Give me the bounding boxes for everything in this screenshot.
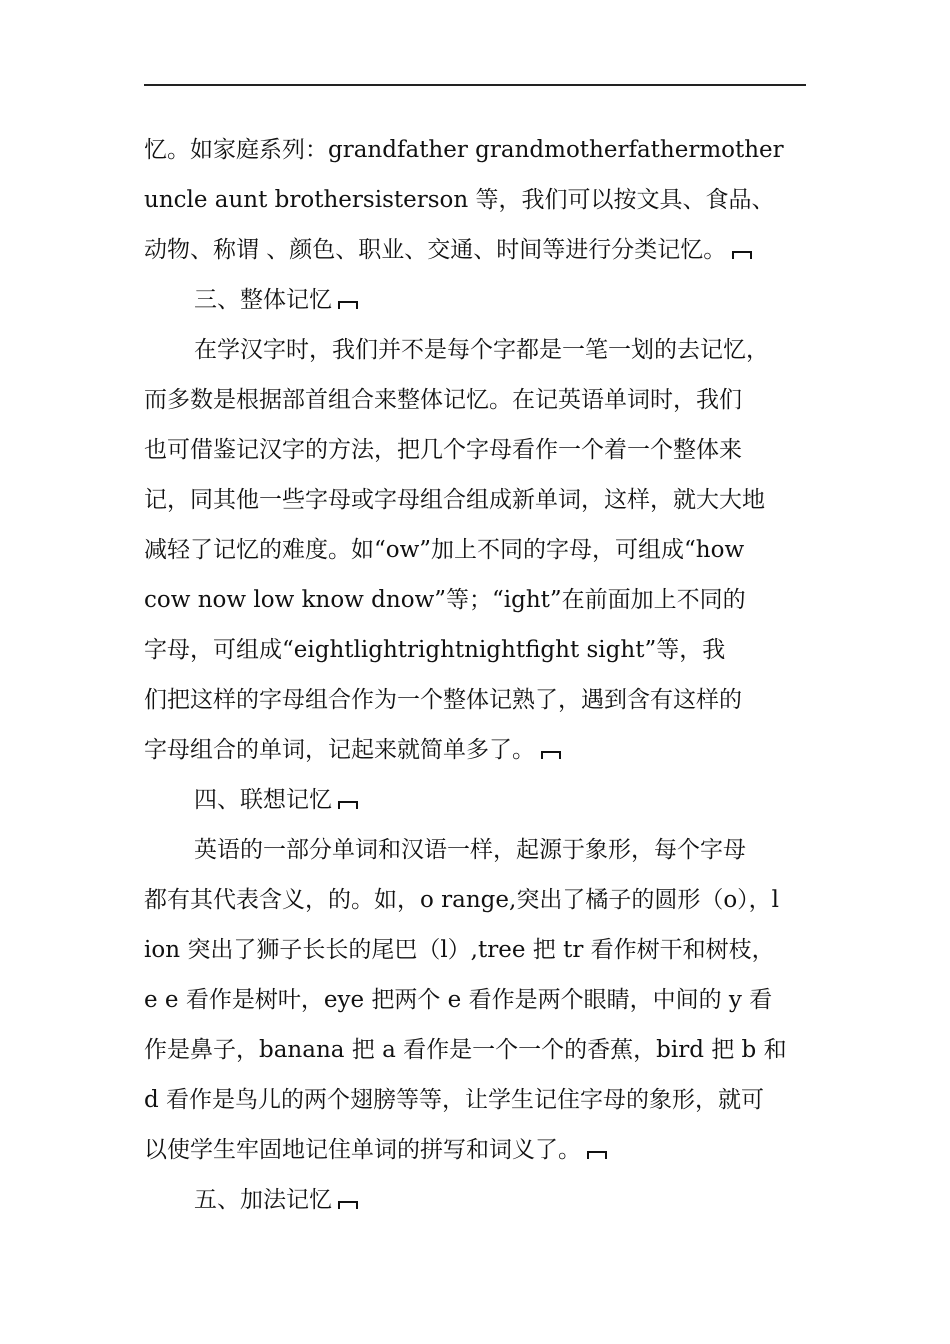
text-line — [144, 825, 808, 875]
text-line — [144, 775, 808, 825]
text-line — [144, 725, 808, 775]
line-text: 们把这样的字母组合作为一个整体记熟了，遇到含有这样的 — [144, 687, 742, 713]
line-text: 四、联想记忆 — [194, 787, 332, 813]
paragraph-end-mark-icon — [336, 299, 358, 309]
line-text: 都有其代表含义，的。如，o range,突出了橘子的圆形（o），l — [144, 887, 780, 913]
line-text: 动物、称谓 、颜色、职业、交通、时间等进行分类记忆。 — [144, 237, 727, 263]
text-line — [144, 325, 808, 375]
line-text: 字母组合的单词，记起来就简单多了。 — [144, 737, 535, 763]
text-line — [144, 375, 808, 425]
text-line — [144, 1025, 808, 1075]
line-text: d 看作是鸟儿的两个翅膀等等，让学生记住字母的象形，就可 — [144, 1087, 765, 1113]
text-line — [144, 275, 808, 325]
line-text: 作是鼻子，banana 把 a 看作是一个一个的香蕉，bird 把 b 和 — [144, 1037, 787, 1063]
line-text: 在学汉字时，我们并不是每个字都是一笔一划的去记忆， — [194, 337, 769, 363]
text-line — [144, 575, 808, 625]
paragraph-end-mark-icon — [336, 1199, 358, 1209]
paragraph-end-mark-icon — [585, 1149, 607, 1159]
line-text: 三、整体记忆 — [194, 287, 332, 313]
text-line — [144, 525, 808, 575]
text-line — [144, 425, 808, 475]
header-rule — [144, 84, 806, 86]
line-text: ion 突出了狮子长长的尾巴（l）,tree 把 tr 看作树干和树枝， — [144, 937, 775, 963]
paragraph-end-mark-icon — [539, 749, 561, 759]
line-text: uncle aunt brothersisterson 等，我们可以按文具、食品、 — [144, 187, 775, 213]
text-line — [144, 675, 808, 725]
line-text: 五、加法记忆 — [194, 1187, 332, 1213]
document-body — [144, 125, 808, 1225]
line-text: 记，同其他一些字母或字母组合组成新单词，这样，就大大地 — [144, 487, 765, 513]
line-text: cow now low know dnow”等；“ight”在前面加上不同的 — [144, 587, 746, 613]
text-line — [144, 1075, 808, 1125]
text-line — [144, 1175, 808, 1225]
line-text: 也可借鉴记汉字的方法，把几个字母看作一个着一个整体来 — [144, 437, 742, 463]
line-text: 以使学生牢固地记住单词的拼写和词义了。 — [144, 1137, 581, 1163]
text-line — [144, 125, 808, 175]
text-line — [144, 625, 808, 675]
text-line — [144, 225, 808, 275]
text-line — [144, 1125, 808, 1175]
text-line — [144, 175, 808, 225]
line-text: 而多数是根据部首组合来整体记忆。在记英语单词时，我们 — [144, 387, 742, 413]
text-line — [144, 975, 808, 1025]
text-line — [144, 475, 808, 525]
paragraph-end-mark-icon — [730, 249, 752, 259]
line-text: 英语的一部分单词和汉语一样，起源于象形，每个字母 — [194, 837, 746, 863]
text-line — [144, 875, 808, 925]
line-text: e e 看作是树叶，eye 把两个 e 看作是两个眼睛，中间的 y 看 — [144, 987, 773, 1013]
line-text: 忆。如家庭系列：grandfather grandmotherfathermother — [144, 137, 784, 163]
line-text: 字母，可组成“eightlightrightnightfight sight”等，我 — [144, 637, 726, 663]
line-text: 减轻了记忆的难度。如“ow”加上不同的字母，可组成“how — [144, 537, 745, 563]
text-line — [144, 925, 808, 975]
paragraph-end-mark-icon — [336, 799, 358, 809]
